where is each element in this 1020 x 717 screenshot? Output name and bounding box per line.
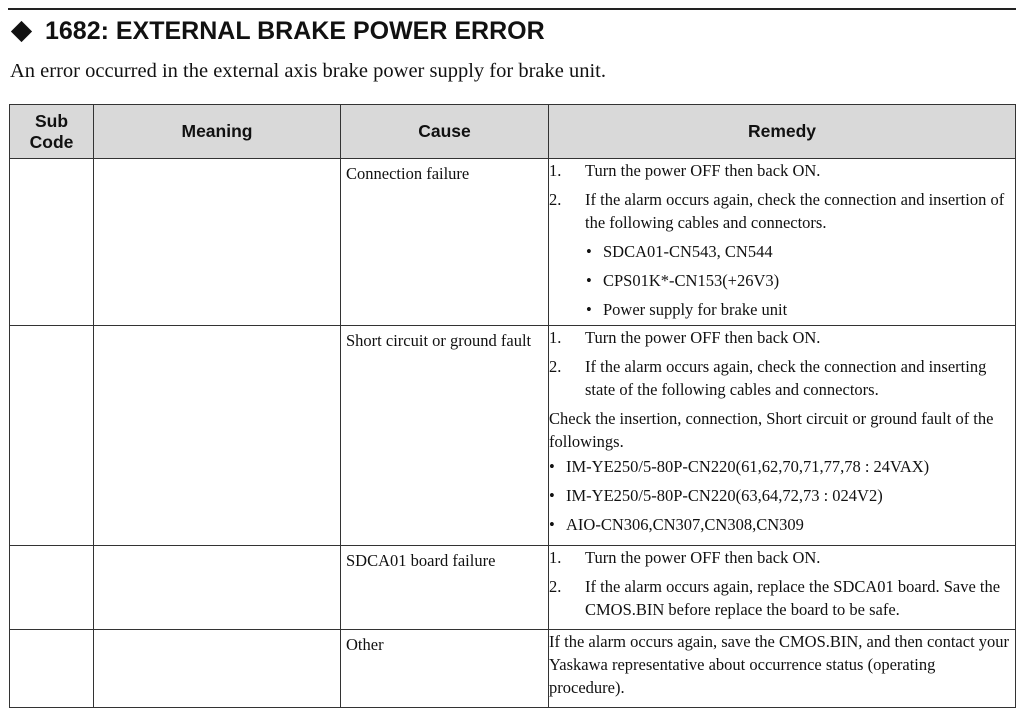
sub-code-cell — [10, 546, 94, 630]
header-cause: Cause — [341, 105, 549, 159]
list-item: • CPS01K*-CN153(+26V3) — [586, 271, 780, 290]
remedy-text: If the alarm occurs again, save the CMOS.BIN, and then contact your Yaskawa representative about occurrence status (operating procedure). — [549, 632, 1010, 697]
diamond-bullet-icon — [11, 20, 32, 41]
list-item: • Power supply for brake unit — [586, 300, 788, 319]
cause-cell — [341, 630, 549, 708]
intro-text: An error occurred in the external axis brake power supply for brake unit. — [10, 60, 606, 82]
sub-code-cell — [10, 630, 94, 708]
list-item: • SDCA01-CN543, CN544 — [586, 242, 773, 261]
cause-text: Connection failure — [346, 164, 470, 183]
remedy-step: 1. Turn the power OFF then back ON. — [549, 328, 821, 347]
remedy-cell — [549, 159, 1016, 326]
remedy-cell — [549, 326, 1016, 546]
heading-title: 1682: EXTERNAL BRAKE POWER ERROR — [45, 16, 545, 45]
remedy-step: 2. If the alarm occurs again, replace the SDCA01 board. Save the CMOS.BIN before replace the board to be safe. — [549, 577, 1001, 619]
remedy-step: 2. If the alarm occurs again, check the connection and insertion of the following cables and connectors. — [549, 190, 1005, 232]
list-item: • AIO-CN306,CN307,CN308,CN309 — [549, 515, 804, 534]
list-item: • IM-YE250/5-80P-CN220(63,64,72,73 : 024V2) — [549, 486, 883, 505]
header-remedy: Remedy — [549, 105, 1016, 159]
meaning-cell — [94, 630, 341, 708]
cause-cell — [341, 326, 549, 546]
error-table — [9, 104, 1016, 708]
header-sub-code: Sub Code — [10, 105, 94, 159]
section-heading — [8, 14, 545, 48]
remedy-step: 2. If the alarm occurs again, check the connection and inserting state of the following cables and connectors. — [549, 357, 987, 399]
table-row — [10, 326, 1016, 546]
table-row — [10, 159, 1016, 326]
meaning-cell — [94, 159, 341, 326]
remedy-cell — [549, 546, 1016, 630]
sub-code-cell — [10, 159, 94, 326]
remedy-step: 1. Turn the power OFF then back ON. — [549, 548, 821, 567]
table-row — [10, 630, 1016, 708]
cause-cell — [341, 546, 549, 630]
remedy-step: 1. Turn the power OFF then back ON. — [549, 161, 821, 180]
meaning-cell — [94, 326, 341, 546]
cause-text: Other — [346, 635, 384, 654]
meaning-cell — [94, 546, 341, 630]
top-rule — [8, 8, 1016, 10]
cause-text: Short circuit or ground fault — [346, 331, 532, 350]
cause-cell — [341, 159, 549, 326]
header-meaning: Meaning — [94, 105, 341, 159]
remedy-cell — [549, 630, 1016, 708]
cause-text: SDCA01 board failure — [346, 551, 496, 570]
sub-code-cell — [10, 326, 94, 546]
table-header-row — [10, 105, 1016, 159]
table-row — [10, 546, 1016, 630]
connector-list — [549, 240, 1015, 321]
list-item: • IM-YE250/5-80P-CN220(61,62,70,71,77,78 : 24VAX) — [549, 457, 930, 476]
remedy-note: Check the insertion, connection, Short circuit or ground fault of the followings. — [549, 409, 994, 451]
